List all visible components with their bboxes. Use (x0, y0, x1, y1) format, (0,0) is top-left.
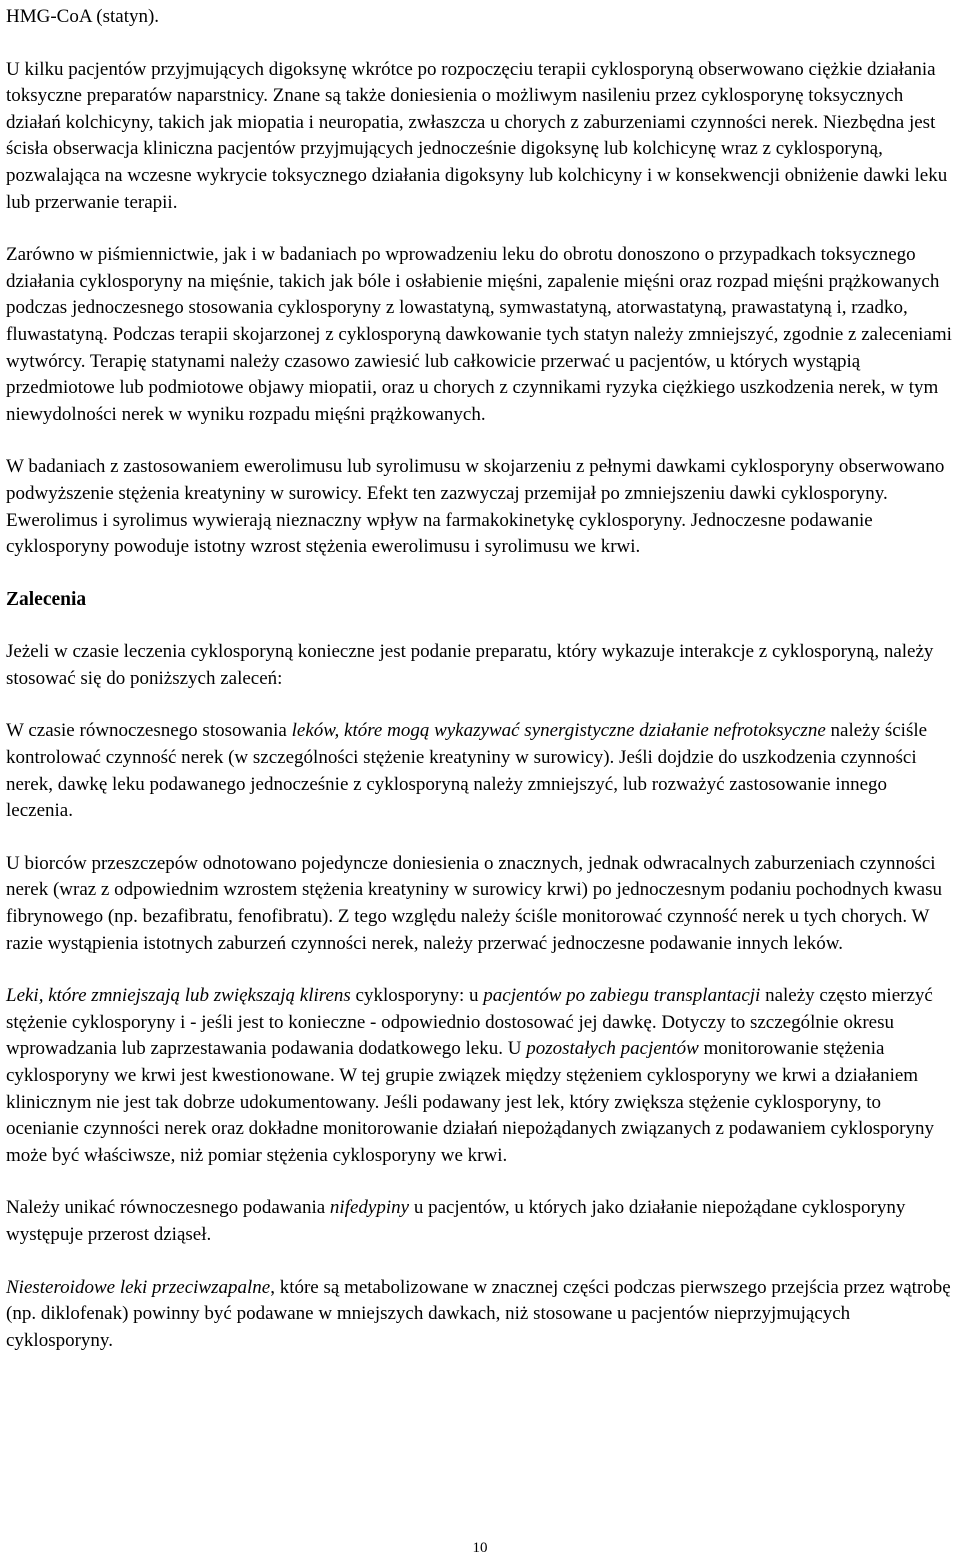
text-segment: należy często mierzyć stężenie cyklosporyny i - jeśli jest to konieczne - odpowiednio dostosować jej dawkę. Dotyczy to szczególnie okresu wprowadzania lub zaprzestawania podawania dodatkowego leku. U (6, 985, 933, 1060)
paragraph-statins (6, 242, 954, 428)
paragraph-clearance (6, 983, 954, 1169)
paragraph-nsaids (6, 1275, 954, 1355)
text-segment: należy ściśle kontrolować czynność nerek (w szczególności stężenie kreatyniny w surowicy). Jeśli dojdzie do uszkodzenia czynności nerek, dawkę leku podawanego jednocześnie z cyklosporyną należy zmniejszyć, lub rozważyć zastosowanie innego leczenia. (6, 720, 928, 822)
text-segment: Należy unikać równoczesnego podawania (6, 1197, 330, 1219)
text-segment: U biorców przeszczepów odnotowano pojedyncze doniesienia o znacznych, jednak odwracalnych zaburzeniach czynności nerek (wraz z odpowiednim wzrostem stężenia kreatyniny w surowicy krwi) po jednoczesnym podaniu pochodnych kwasu fibrynowego (np. bezafibratu, fenofibratu). Z tego względu należy ściśle monitorować czynność nerek u tych chorych. W razie wystąpienia istotnych zaburzeń czynności nerek, należy przerwać jednoczesne podawanie innych leków. (6, 852, 943, 954)
italic-text-segment: nifedypiny (329, 1197, 410, 1219)
paragraph-nifedipine (6, 1195, 954, 1248)
italic-text-segment: leków, które mogą wykazywać synergistyczne działanie nefrotoksyczne (291, 720, 826, 742)
text-segment: monitorowanie stężenia cyklosporyny we krwi jest kwestionowane. W tej grupie związek między stężeniem cyklosporyny we krwi a działaniem klinicznym nie jest tak dobrze udokumentowany. Jeśli podawany jest lek, który zwiększa stężenie cyklosporyny, to ocenianie czynności nerek oraz dokładne monitorowanie działań niepożądanych związanych z podawaniem cyklosporyny może być właściwsze, niż pomiar stężenia cyklosporyny we krwi. (6, 1038, 934, 1166)
italic-text-segment: pozostałych pacjentów (526, 1038, 699, 1060)
document-page (6, 0, 954, 1354)
paragraph-digoxin-colchicine (6, 57, 954, 217)
italic-text-segment: Leki, które zmniejszają lub zwiększają klirens (6, 985, 351, 1007)
paragraph-continuation (6, 4, 954, 31)
section-heading-zalecenia (6, 587, 954, 614)
italic-text-segment: pacjentów po zabiegu transplantacji (483, 985, 761, 1007)
text-segment: Zarówno w piśmiennictwie, jak i w badaniach po wprowadzeniu leku do obrotu donoszono o przypadkach toksycznego działania cyklosporyny na mięśnie, takich jak bóle i osłabienie mięśni, zapalenie mięśni oraz rozpad mięśni prążkowanych podczas jednoczesnego stosowania cyklosporyny z lowastatyną, symwastatyną, atorwastatyną, prawastatyną i, rzadko, fluwastatyną. Podczas terapii skojarzonej z cyklosporyną dawkowanie tych statyn należy zmniejszyć, zgodnie z zaleceniami wytwórcy. Terapię statynami należy czasowo zawiesić lub całkowicie przerwać u pacjentów, u których wystąpią przedmiotowe lub podmiotowe objawy miopatii, oraz u chorych z czynnikami ryzyka ciężkiego uszkodzenia nerek, w tym niewydolności nerek w wyniku rozpadu mięśni prążkowanych. (6, 244, 952, 425)
text-segment: W czasie równoczesnego stosowania (6, 720, 292, 742)
text-segment: cyklosporyny: u (350, 985, 484, 1007)
paragraph-recommendations-intro (6, 639, 954, 692)
paragraph-fibrates (6, 851, 954, 957)
text-segment: U kilku pacjentów przyjmujących digoksynę wkrótce po rozpoczęciu terapii cyklosporyną obserwowano ciężkie działania toksyczne preparatów naparstnicy. Znane są także doniesienia o możliwym nasileniu przez cyklosporynę toksycznych działań kolchicyny, takich jak miopatia i neuropatia, zwłaszcza u chorych z zaburzeniami czynności nerek. Niezbędna jest ścisła obserwacja kliniczna pacjentów przyjmujących jednocześnie digoksynę lub kolchicynę wraz z cyklosporyną, pozwalająca na wczesne wykrycie toksycznego działania digoksyny lub kolchicyny i w konsekwencji obniżenie dawki leku lub przerwanie terapii. (6, 58, 948, 213)
paragraph-everolimus (6, 454, 954, 560)
text-segment: u pacjentów, u których jako działanie niepożądane cyklosporyny występuje przerost dziąseł. (6, 1197, 906, 1245)
text-segment: , które są metabolizowane w znacznej części podczas pierwszego przejścia przez wątrobę (np. diklofenak) powinny być podawane w mniejszych dawkach, niż stosowane u pacjentów nieprzyjmujących cyklosporyny. (6, 1276, 951, 1351)
heading-text: Zalecenia (6, 588, 87, 610)
paragraph-nephrotoxic (6, 718, 954, 824)
page-number: 10 (472, 1540, 488, 1556)
text-segment: Jeżeli w czasie leczenia cyklosporyną konieczne jest podanie preparatu, który wykazuje interakcje z cyklosporyną, należy stosować się do poniższych zaleceń: (6, 641, 934, 689)
italic-text-segment: Niesteroidowe leki przeciwzapalne (6, 1276, 271, 1298)
text-segment: W badaniach z zastosowaniem ewerolimusu lub syrolimusu w skojarzeniu z pełnymi dawkami cyklosporyny obserwowano podwyższenie stężenia kreatyniny w surowicy. Efekt ten zazwyczaj przemijał po zmniejszeniu dawki cyklosporyny. Ewerolimus i syrolimus wywierają nieznaczny wpływ na farmakokinetykę cyklosporyny. Jednoczesne podawanie cyklosporyny powoduje istotny wzrost stężenia ewerolimusu i syrolimusu we krwi. (6, 456, 945, 558)
text-segment: HMG-CoA (statyn). (6, 6, 160, 27)
